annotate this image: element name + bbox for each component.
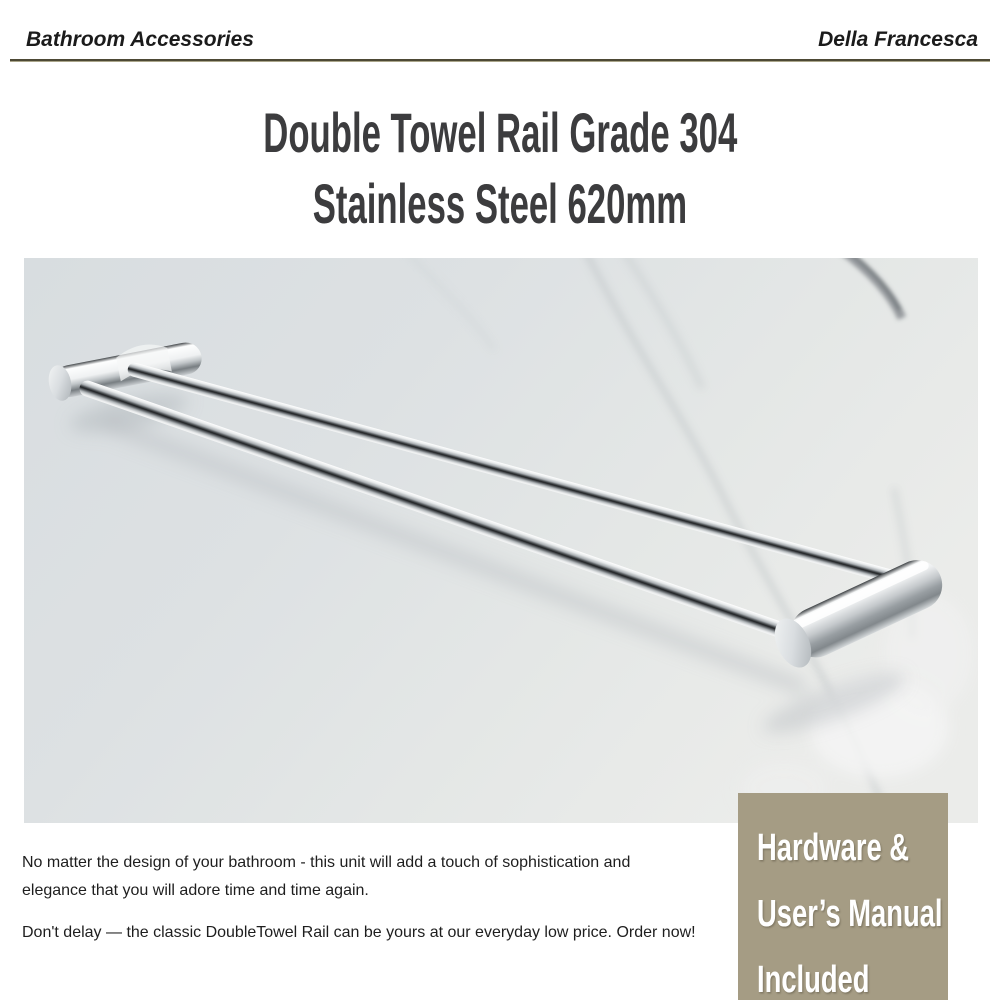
badge-line-1: Hardware & — [757, 827, 910, 869]
product-description — [22, 849, 698, 961]
header-category: Bathroom Accessories — [26, 28, 254, 51]
header-divider — [10, 59, 990, 62]
product-title-line1: Double Towel Rail Grade 304 — [262, 101, 737, 164]
description-paragraph-2: Don't delay — the classic DoubleTowel Rail can be yours at our everyday low price. Order now! — [22, 924, 696, 941]
badge-line-3: Included — [757, 959, 870, 1000]
product-title-line2: Stainless Steel 620mm — [312, 172, 688, 235]
description-paragraph-1: No matter the design of your bathroom - this unit will add a touch of sophistication and elegance that you will adore time and time again. — [22, 854, 631, 899]
included-badge — [738, 793, 948, 1000]
badge-line-2: User’s Manual — [757, 893, 943, 935]
towel-rail-illustration — [24, 258, 978, 823]
product-title — [0, 97, 1000, 239]
header-brand: Della Francesca — [818, 28, 978, 51]
product-image — [24, 258, 978, 823]
